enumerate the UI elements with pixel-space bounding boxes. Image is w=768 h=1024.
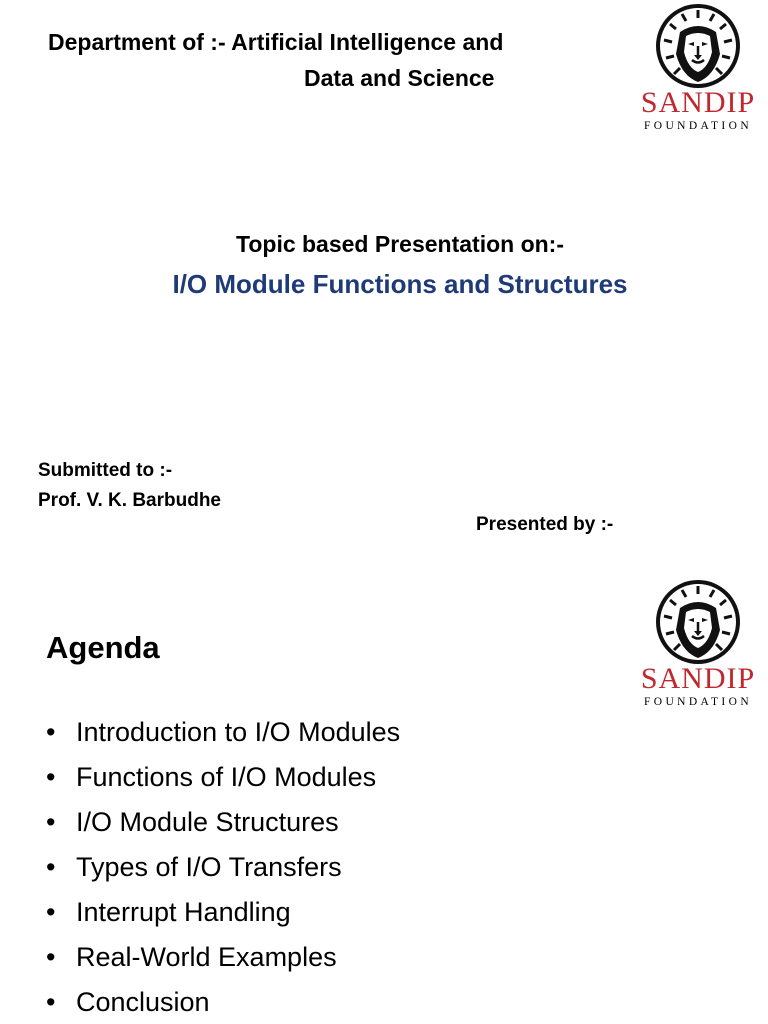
bullet-icon: • [46, 717, 56, 747]
agenda-item-examples [46, 935, 400, 980]
agenda-item-label: Interrupt Handling [76, 897, 291, 927]
topic-title: I/O Module Functions and Structures [172, 269, 628, 299]
agenda-item-functions [46, 755, 400, 800]
logo-subtitle: FOUNDATION [643, 120, 753, 132]
submitted-to-label: Submitted to :- [38, 460, 173, 481]
agenda-item-label: Functions of I/O Modules [76, 762, 377, 792]
submitted-to-block [38, 456, 221, 516]
submitted-to-name: Prof. V. K. Barbudhe [38, 490, 221, 511]
bullet-icon: • [46, 807, 56, 837]
department-line-2: Data and Science [304, 65, 495, 91]
logo-name: SANDIP [640, 662, 756, 695]
agenda-slide [0, 576, 768, 1024]
agenda-item-structures [46, 800, 400, 845]
sandip-foundation-logo [628, 578, 768, 710]
agenda-item-label: Conclusion [76, 987, 210, 1017]
logo-name: SANDIP [640, 86, 756, 119]
agenda-item-label: Real-World Examples [76, 942, 337, 972]
sandip-foundation-logo [628, 2, 768, 134]
agenda-item-label: I/O Module Structures [76, 807, 339, 837]
agenda-item-transfer-types [46, 845, 400, 890]
agenda-item-label: Introduction to I/O Modules [76, 717, 401, 747]
agenda-list [46, 710, 400, 1024]
agenda-title: Agenda [46, 630, 160, 665]
bullet-icon: • [46, 942, 56, 972]
lion-emblem-icon [654, 578, 742, 666]
agenda-item-conclusion [46, 980, 400, 1024]
lion-emblem-icon [654, 2, 742, 90]
bullet-icon: • [46, 852, 56, 882]
presented-by-label: Presented by :- [476, 514, 614, 535]
topic-label: Topic based Presentation on:- [236, 231, 564, 257]
agenda-item-introduction [46, 710, 400, 755]
bullet-icon: • [46, 987, 56, 1017]
logo-subtitle: FOUNDATION [643, 696, 753, 708]
bullet-icon: • [46, 897, 56, 927]
bullet-icon: • [46, 762, 56, 792]
department-line-1: Department of :- Artificial Intelligence and [48, 29, 504, 55]
agenda-item-label: Types of I/O Transfers [76, 852, 342, 882]
agenda-item-interrupt-handling [46, 890, 400, 935]
